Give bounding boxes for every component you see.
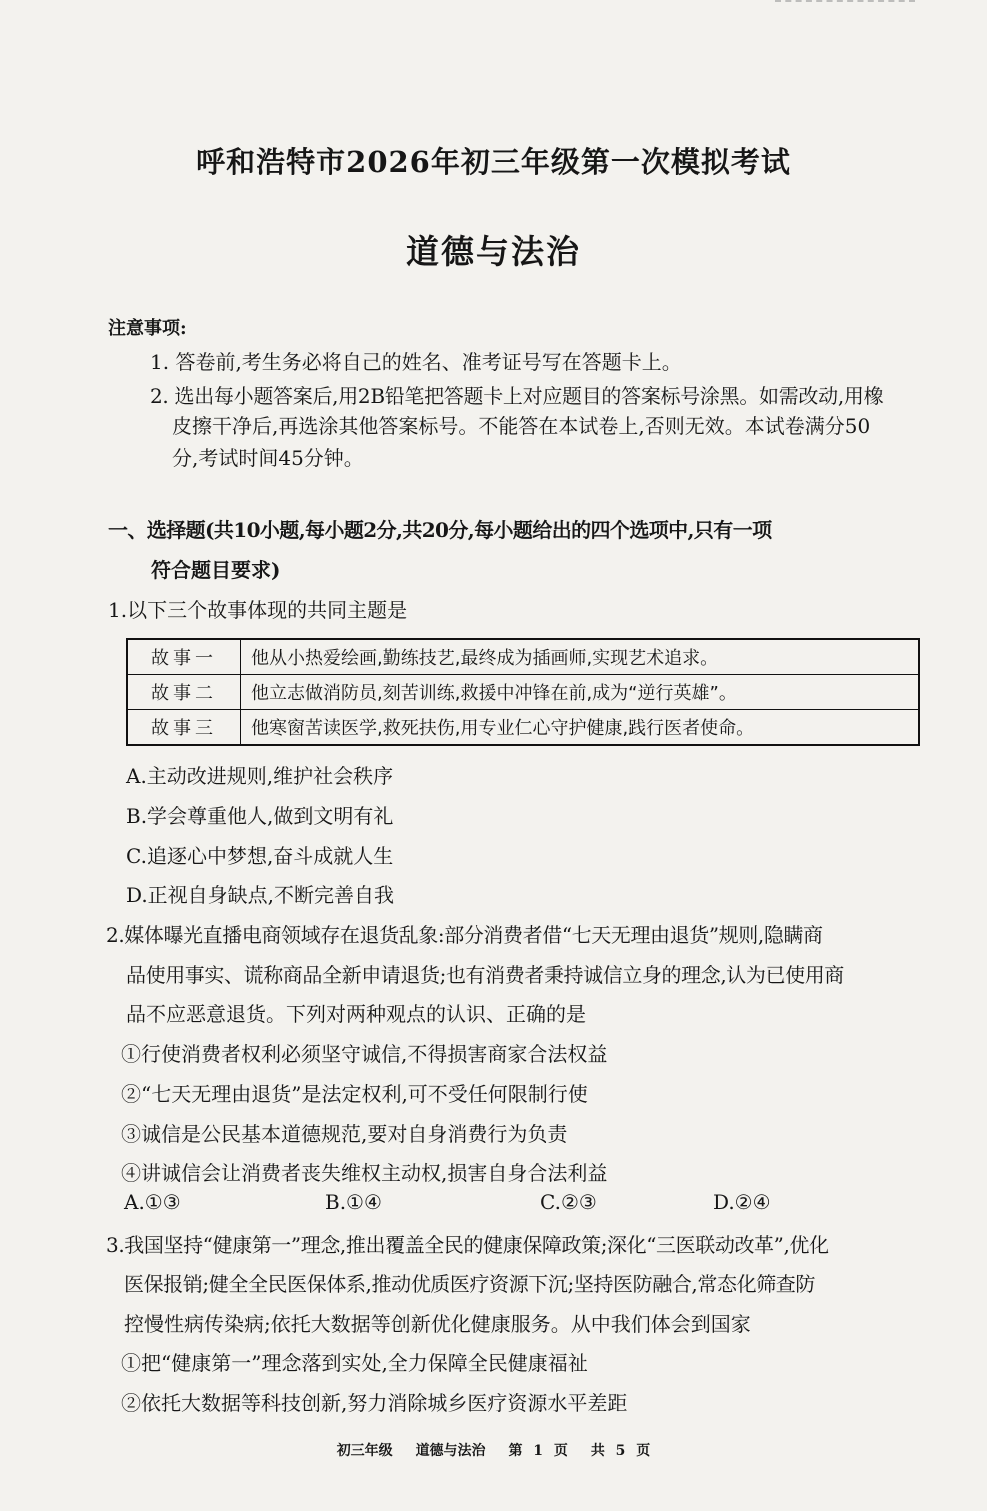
footer-subject: 道德与法治 xyxy=(415,1443,486,1459)
q3-stem-3: 控慢性病传染病;依托大数据等创新优化健康服务。从中我们体会到国家 xyxy=(124,1312,751,1336)
q2-statement-1: ①行使消费者权利必须坚守诚信,不得损害商家合法权益 xyxy=(121,1042,608,1066)
stories-table xyxy=(126,638,920,746)
footer-grade: 初三年级 xyxy=(336,1443,393,1459)
story-label: 故事一 xyxy=(127,639,241,675)
q2-option-a: A.①③ xyxy=(124,1190,181,1214)
notice-line-1: 1. 答卷前,考生务必将自己的姓名、准考证号写在答题卡上。 xyxy=(150,350,682,374)
q1-option-d: D.正视自身缺点,不断完善自我 xyxy=(126,883,395,907)
story-label: 故事三 xyxy=(127,710,241,746)
exam-title: 呼和浩特市2026年初三年级第一次模拟考试 xyxy=(196,145,791,179)
story-label: 故事二 xyxy=(127,675,241,710)
footer-page: 第 1 页 xyxy=(508,1443,568,1459)
q3-stem-2: 医保报销;健全全民医保体系,推动优质医疗资源下沉;坚持医防融合,常态化筛查防 xyxy=(124,1272,815,1296)
q2-option-c: C.②③ xyxy=(540,1190,597,1214)
q1-option-b: B.学会尊重他人,做到文明有礼 xyxy=(126,804,394,828)
notice-line-2b: 皮擦干净后,再选涂其他答案标号。不能答在本试卷上,否则无效。本试卷满分50 xyxy=(172,414,871,438)
q2-statement-4: ④讲诚信会让消费者丧失维权主动权,损害自身合法利益 xyxy=(121,1161,608,1185)
q2-statement-2: ②“七天无理由退货”是法定权利,可不受任何限制行使 xyxy=(121,1082,588,1106)
section-heading: 一、选择题(共10小题,每小题2分,共20分,每小题给出的四个选项中,只有一项 xyxy=(108,518,772,542)
scan-corner-mark xyxy=(775,0,915,8)
footer-total: 共 5 页 xyxy=(590,1443,651,1459)
q1-option-a: A.主动改进规则,维护社会秩序 xyxy=(126,764,394,788)
q1-stem: 1.以下三个故事体现的共同主题是 xyxy=(108,598,408,622)
q3-statement-2: ②依托大数据等科技创新,努力消除城乡医疗资源水平差距 xyxy=(121,1391,628,1415)
page-footer xyxy=(0,1440,987,1460)
subject-title: 道德与法治 xyxy=(406,232,581,271)
q3-statement-1: ①把“健康第一”理念落到实处,全力保障全民健康福祉 xyxy=(121,1351,588,1375)
table-row xyxy=(127,675,919,710)
story-text: 他从小热爱绘画,勤练技艺,最终成为插画师,实现艺术追求。 xyxy=(241,639,920,675)
q2-statement-3: ③诚信是公民基本道德规范,要对自身消费行为负责 xyxy=(121,1122,568,1146)
q2-stem-2: 品使用事实、谎称商品全新申请退货;也有消费者秉持诚信立身的理念,认为已使用商 xyxy=(126,963,844,987)
story-text: 他寒窗苦读医学,救死扶伤,用专业仁心守护健康,践行医者使命。 xyxy=(241,710,920,746)
q1-option-c: C.追逐心中梦想,奋斗成就人生 xyxy=(126,844,394,868)
q2-stem-3: 品不应恶意退货。下列对两种观点的认识、正确的是 xyxy=(126,1002,586,1026)
section-heading-cont: 符合题目要求) xyxy=(151,558,281,582)
q2-stem-1: 2.媒体曝光直播电商领域存在退货乱象:部分消费者借“七天无理由退货”规则,隐瞒商 xyxy=(106,923,823,947)
q2-option-d: D.②④ xyxy=(713,1190,771,1214)
q3-stem-1: 3.我国坚持“健康第一”理念,推出覆盖全民的健康保障政策;深化“三医联动改革”,优化 xyxy=(106,1233,829,1257)
notice-heading: 注意事项: xyxy=(108,318,187,339)
table-row xyxy=(127,710,919,746)
story-text: 他立志做消防员,刻苦训练,救援中冲锋在前,成为“逆行英雄”。 xyxy=(241,675,920,710)
notice-line-2c: 分,考试时间45分钟。 xyxy=(172,446,364,470)
table-row xyxy=(127,639,919,675)
q2-option-b: B.①④ xyxy=(325,1190,382,1214)
notice-line-2a: 2. 选出每小题答案后,用2B铅笔把答题卡上对应题目的答案标号涂黑。如需改动,用橡 xyxy=(150,384,884,408)
